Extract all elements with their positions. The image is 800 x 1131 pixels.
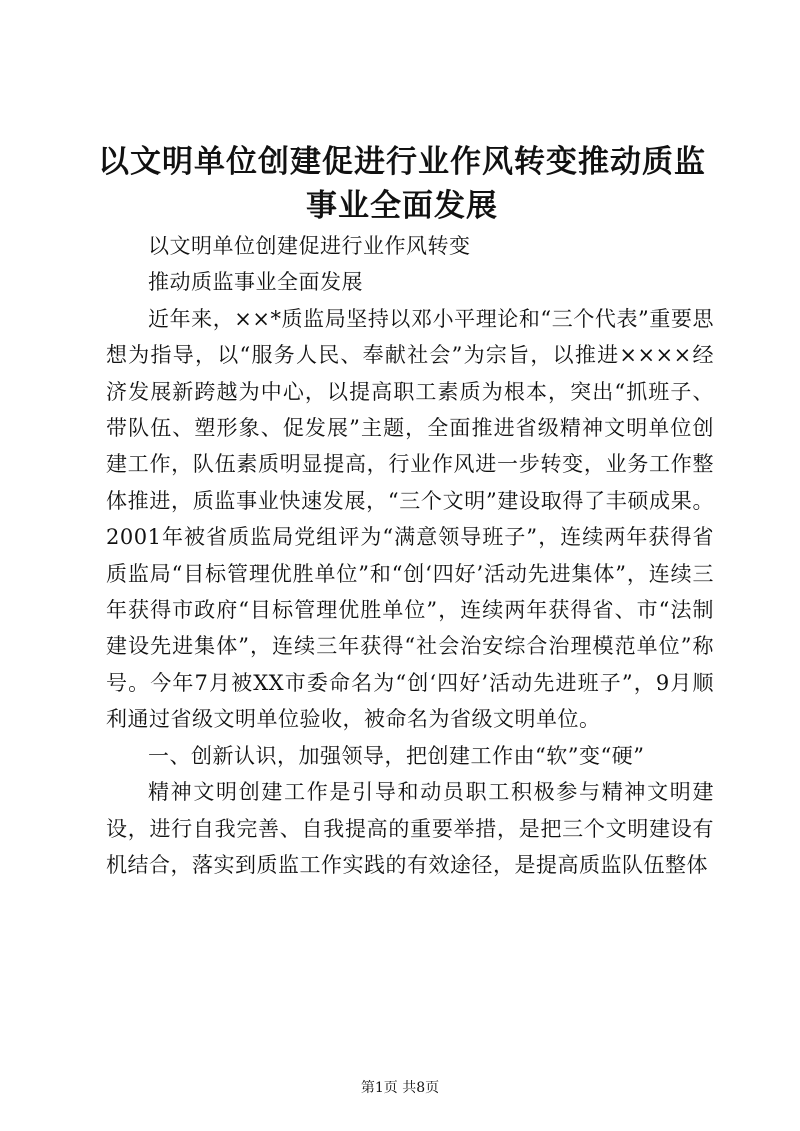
subtitle-line-2: 推动质监事业全面发展 <box>148 270 363 295</box>
intro-paragraph: 近年来，××*质监局坚持以邓小平理论和“三个代表”重要思想为指导，以“服务人民、奉献社会”为宗旨，以推进××××经济发展新跨越为中心，以提高职工素质为根本，突出“抓班子、带队伍、塑形象、促发展”主题，全面推进省级精神文明单位创建工作，队伍素质明显提高，行业作风进一步转变，业务工作整体推进，质监事业快速发展，“三个文明”建设取得了丰硕成果。2001年被省质监局党组评为“满意领导班子”，连续两年获得省质监局“目标管理优胜单位”和“创‘四好’活动先进集体”，连续三年获得市政府“目标管理优胜单位”，连续两年获得省、市“法制建设先进集体”，连续三年获得“社会治安综合治理模范单位”称号。今年7月被XX市委命名为“创‘四好’活动先进班子”，9月顺利通过省级文明单位验收，被命名为省级文明单位。 <box>106 306 714 732</box>
subtitle-line-1: 以文明单位创建促进行业作风转变 <box>148 234 471 258</box>
page-number-footer: 第1页 共8页 <box>360 1080 440 1096</box>
document-title: 以文明单位创建促进行业作风转变推动质监事业全面发展 <box>98 144 706 224</box>
section-heading: 一、创新认识，加强领导，把创建工作由“软”变“硬” <box>148 743 645 768</box>
section-paragraph: 精神文明创建工作是引导和动员职工积极参与精神文明建设，进行自我完善、自我提高的重要举措，是把三个文明建设有机结合，落实到质监工作实践的有效途径，是提高质监队伍整体 <box>106 780 714 877</box>
document-body <box>106 228 714 883</box>
